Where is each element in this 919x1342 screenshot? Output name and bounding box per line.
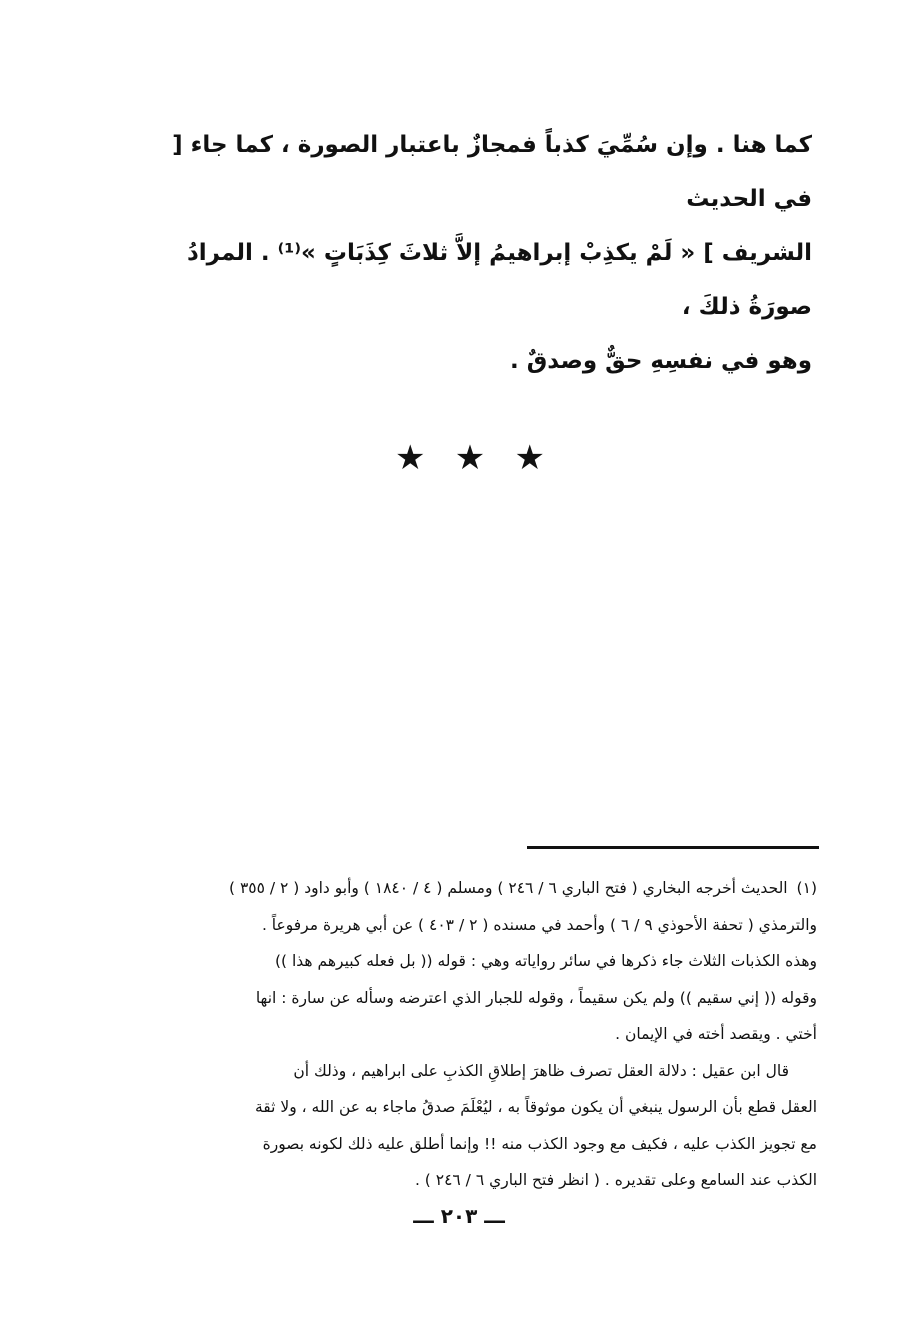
footnote-line: وهذه الكذبات الثلاث جاء ذكرها في سائر رواياته وهي : قوله (( بل فعله كبيرهم هذا )) (274, 952, 817, 970)
main-text-block (140, 118, 812, 388)
star-icon: ★ (395, 438, 426, 478)
main-text-line: كما هنا . وإن سُمِّيَ كذباً فمجازٌ باعتبار الصورة ، كما جاء [ في الحديث (172, 132, 812, 212)
footnote-marker: (١) (796, 879, 817, 897)
main-text-line: وهو في نفسِهِ حقٌّ وصدقٌ . (510, 348, 812, 374)
footnote-line: مع تجويز الكذب عليه ، فكيف مع وجود الكذب منه !! وإنما أطلق عليه ذلك لكونه بصورة (262, 1134, 817, 1153)
page-number: ـــ ٢٠٣ ـــ (413, 1204, 505, 1228)
section-separator (395, 432, 545, 484)
footnote-line: والترمذي ( تحفة الأحوذي ٩ / ٦ ) وأحمد في مسنده ( ٢ / ٤٠٣ ) عن أبي هريرة مرفوعاً . (261, 915, 817, 934)
footnote-line: العقل قطع بأن الرسول ينبغي أن يكون موثوقاً به ، ليُعْلَمَ صدقُ ماجاء به عن الله ، ولا ثقة (254, 1098, 817, 1116)
star-icon: ★ (514, 438, 545, 478)
star-icon: ★ (454, 438, 486, 478)
footnote-line: قال ابن عقيل : دلالة العقل تصرف ظاهرَ إطلاقِ الكذبِ على ابراهيم ، وذلك أن (293, 1061, 789, 1080)
footnote-divider (527, 846, 819, 849)
footnote-line: أختي . ويقصد أخته في الإيمان . (615, 1025, 817, 1043)
main-text-line: الشريف ] « لَمْ يكذِبْ إبراهيمُ إلاَّ ثلاثَ كِذَبَاتٍ »⁽¹⁾ . المرادُ صورَةُ ذلكَ ، (186, 240, 812, 320)
footnote-line: (١) الحديث أخرجه البخاري ( فتح الباري ٦ / ٢٤٦ ) ومسلم ( ٤ / ١٨٤٠ ) وأبو داود ( ٢ / ٣٥٥ ) (228, 879, 817, 897)
footnote-line: وقوله (( إني سقيم )) ولم يكن سقيماً ، وقوله للجبار الذي اعترضه وسأله عن سارة : انها (255, 988, 817, 1007)
footnote-line: الكذب عند السامع وعلى تقديره . ( انظر فتح الباري ٦ / ٢٤٦ ) . (414, 1171, 817, 1189)
footnotes (137, 870, 817, 1199)
